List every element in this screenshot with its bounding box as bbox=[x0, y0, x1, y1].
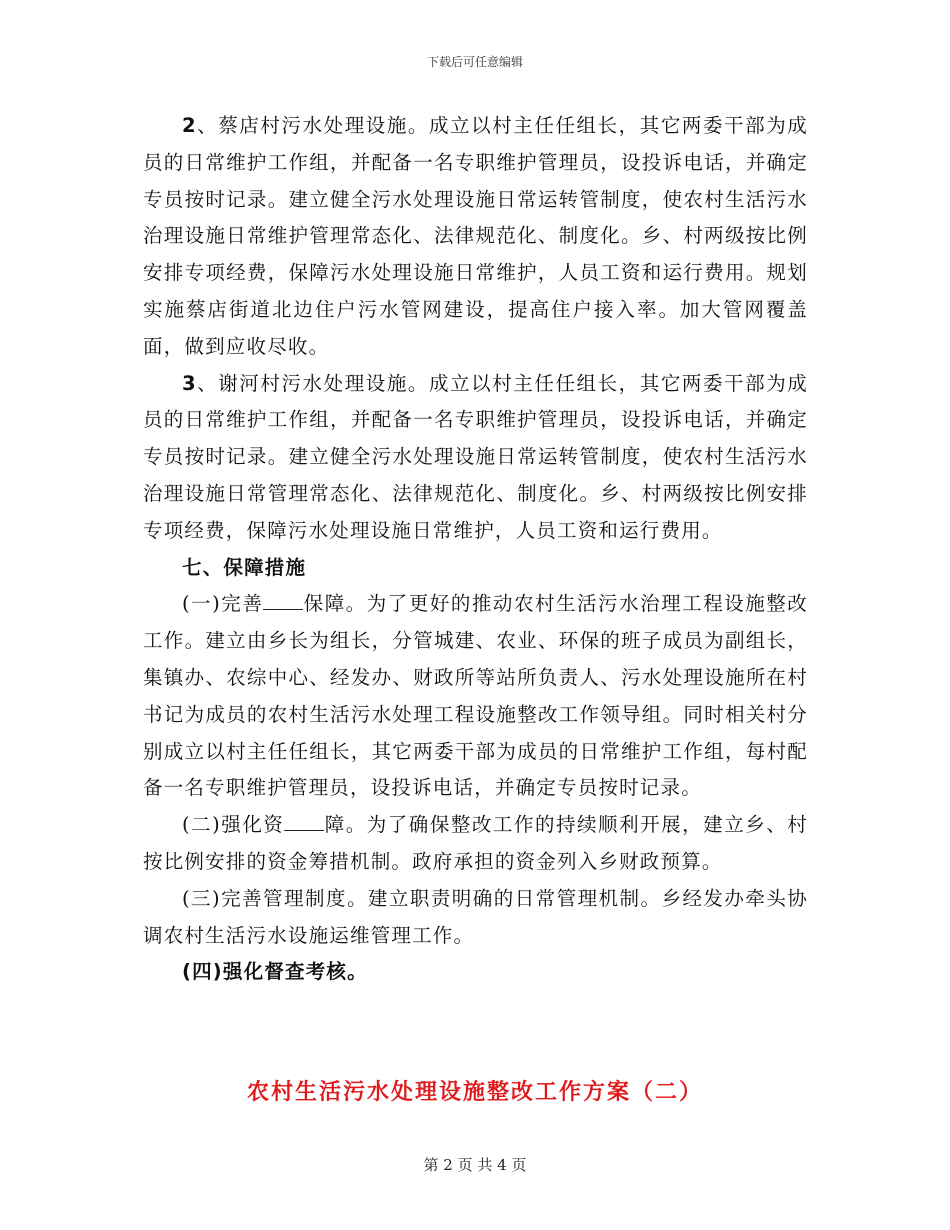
document-body bbox=[143, 108, 808, 991]
paragraph-text: 、谢河村污水处理设施。成立以村主任任组长，其它两委干部为成员的日常维护工作组，并配备一名专职维护管理员，设投诉电话，并确定专员按时记录。建立健全污水处理设施日常运转管制度，使农村生活污水治理设施日常管理常态化、法律规范化、制度化。乡、村两级按比例安排专项经费，保障污水处理设施日常维护，人员工资和运行费用。 bbox=[143, 371, 808, 542]
measure-4: (四)强化督查考核。 bbox=[182, 960, 368, 984]
item-number: 3 bbox=[182, 371, 197, 395]
measure-2 bbox=[143, 807, 808, 881]
measure-2-prefix: (二)强化资 bbox=[182, 813, 285, 837]
measure-2-text: 障。为了确保整改工作的持续顺利开展，建立乡、村按比例安排的资金筹措机制。政府承担的资金列入乡财政预算。 bbox=[143, 813, 808, 873]
paragraph-text: 、蔡店村污水处理设施。成立以村主任任组长，其它两委干部为成员的日常维护工作组，并配备一名专职维护管理员，设投诉电话，并确定专员按时记录。建立健全污水处理设施日常运转管制度，使农村生活污水治理设施日常维护管理常态化、法律规范化、制度化。乡、村两级按比例安排专项经费，保障污水处理设施日常维护，人员工资和运行费用。规划实施蔡店街道北边住户污水管网建设，提高住户接入率。加大管网覆盖面，做到应收尽收。 bbox=[143, 114, 808, 358]
paragraph-item-2 bbox=[143, 108, 808, 366]
paragraph-item-3 bbox=[143, 366, 808, 550]
measure-3: (三)完善管理制度。建立职责明确的日常管理机制。乡经发办牵头协调农村生活污水设施运维管理工作。 bbox=[143, 886, 808, 947]
item-number: 2 bbox=[182, 114, 197, 137]
next-document-title: 农村生活污水处理设施整改工作方案（二） bbox=[246, 1080, 703, 1105]
page-header: 下载后可任意编辑 bbox=[426, 55, 523, 69]
section-heading: 七、保障措施 bbox=[182, 555, 307, 579]
measure-1 bbox=[143, 586, 808, 807]
blank-underline bbox=[263, 595, 303, 610]
page-footer: 第 2 页 共 4 页 bbox=[423, 1156, 527, 1174]
measure-1-prefix: (一)完善 bbox=[182, 592, 264, 616]
measure-1-text: 保障。为了更好的推动农村生活污水治理工程设施整改工作。建立由乡长为组长，分管城建、农业、环保的班子成员为副组长，集镇办、农综中心、经发办、财政所等站所负责人、污水处理设施所在村书记为成员的农村生活污水处理工程设施整改工作领导组。同时相关村分别成立以村主任任组长，其它两委干部为成员的日常维护工作组，每村配备一名专职维护管理员，设投诉电话，并确定专员按时记录。 bbox=[143, 592, 808, 800]
blank-underline bbox=[284, 816, 324, 831]
